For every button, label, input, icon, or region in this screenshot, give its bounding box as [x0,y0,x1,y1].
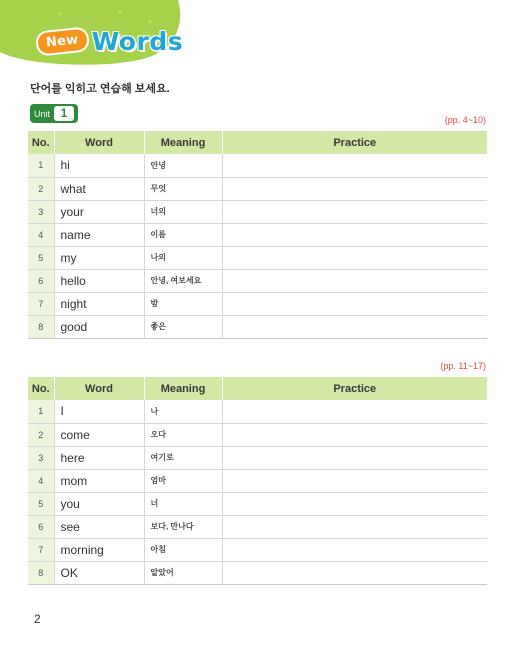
table-row [28,515,487,538]
row-number: 7 [28,538,54,561]
meaning-cell: 아침 [144,538,222,561]
word-cell: see [54,515,144,538]
meaning-cell: 밤 [144,292,222,315]
word-cell: night [54,292,144,315]
table-row [28,561,487,584]
meaning-cell: 너의 [144,200,222,223]
table-row [28,200,487,223]
page-reference-1: (pp. 4~10) [444,115,486,125]
new-badge: New [35,26,90,56]
column-header-practice: Practice [222,377,487,400]
table-row [28,446,487,469]
words-title: Words [91,26,184,56]
column-header-word: Word [54,131,144,154]
meaning-cell: 이름 [144,223,222,246]
word-cell: good [54,315,144,338]
practice-cell[interactable] [222,223,487,246]
word-cell: my [54,246,144,269]
row-number: 3 [28,446,54,469]
table-header-row [28,377,487,400]
table-row [28,292,487,315]
word-cell: I [54,400,144,423]
column-header-no: No. [28,131,54,154]
meaning-cell: 너 [144,492,222,515]
word-cell: hi [54,154,144,177]
meaning-cell: 알았어 [144,561,222,584]
meaning-cell: 나의 [144,246,222,269]
page-number: 2 [34,612,41,626]
meaning-cell: 엄마 [144,469,222,492]
row-number: 7 [28,292,54,315]
row-number: 8 [28,315,54,338]
practice-cell[interactable] [222,469,487,492]
page-reference-2: (pp. 11~17) [440,361,486,371]
practice-cell[interactable] [222,246,487,269]
practice-cell[interactable] [222,200,487,223]
table-row [28,269,487,292]
table-row [28,492,487,515]
unit-badge [30,104,78,123]
meaning-cell: 안녕 [144,154,222,177]
meaning-cell: 여기로 [144,446,222,469]
column-header-practice: Practice [222,131,487,154]
column-header-meaning: Meaning [144,131,222,154]
row-number: 6 [28,269,54,292]
practice-cell[interactable] [222,400,487,423]
word-cell: OK [54,561,144,584]
instruction-text: 단어를 익히고 연습해 보세요. [30,83,170,95]
row-number: 1 [28,400,54,423]
column-header-word: Word [54,377,144,400]
meaning-cell: 무엇 [144,177,222,200]
table-row [28,423,487,446]
unit-number: 1 [54,106,74,121]
practice-cell[interactable] [222,538,487,561]
practice-cell[interactable] [222,292,487,315]
vocab-table-1 [28,131,487,339]
row-number: 2 [28,423,54,446]
table-row [28,154,487,177]
words-logo [36,26,183,56]
practice-cell[interactable] [222,561,487,584]
header-banner [0,0,517,75]
meaning-cell: 좋은 [144,315,222,338]
row-number: 3 [28,200,54,223]
word-cell: name [54,223,144,246]
practice-cell[interactable] [222,154,487,177]
practice-cell[interactable] [222,423,487,446]
practice-cell[interactable] [222,492,487,515]
word-cell: what [54,177,144,200]
practice-cell[interactable] [222,269,487,292]
table-row [28,246,487,269]
unit-label: Unit [34,108,51,119]
practice-cell[interactable] [222,515,487,538]
column-header-no: No. [28,377,54,400]
table-row [28,315,487,338]
table-body [28,154,487,338]
word-cell: you [54,492,144,515]
row-number: 4 [28,469,54,492]
meaning-cell: 안녕, 여보세요 [144,269,222,292]
column-header-meaning: Meaning [144,377,222,400]
row-number: 6 [28,515,54,538]
meaning-cell: 오다 [144,423,222,446]
row-number: 2 [28,177,54,200]
meaning-cell: 보다, 만나다 [144,515,222,538]
meaning-cell: 나 [144,400,222,423]
row-number: 4 [28,223,54,246]
table-row [28,538,487,561]
table-row [28,177,487,200]
word-cell: morning [54,538,144,561]
table-row [28,469,487,492]
table-header-row [28,131,487,154]
table-row [28,400,487,423]
vocab-table-2 [28,377,487,585]
practice-cell[interactable] [222,446,487,469]
practice-cell[interactable] [222,177,487,200]
word-cell: hello [54,269,144,292]
table-body [28,400,487,584]
practice-cell[interactable] [222,315,487,338]
row-number: 8 [28,561,54,584]
word-cell: come [54,423,144,446]
word-cell: here [54,446,144,469]
word-cell: your [54,200,144,223]
row-number: 5 [28,246,54,269]
table-row [28,223,487,246]
row-number: 5 [28,492,54,515]
row-number: 1 [28,154,54,177]
word-cell: mom [54,469,144,492]
